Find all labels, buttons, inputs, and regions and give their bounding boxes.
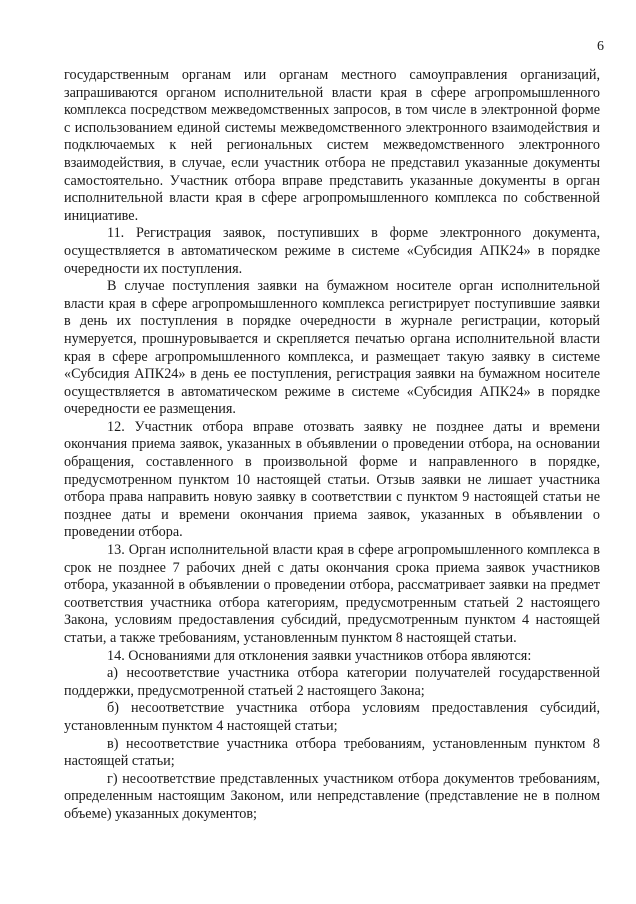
paragraph-paper-registration: В случае поступления заявки на бумажном носителе орган исполнительной власти края в сфере агропромышленного комплекса регистрирует поступившие заявки в день их поступления в порядке очередности в журнале регистрации, который нумеруется, прошнуровывается и скрепляется печатью органа исполнительной власти края в сфере агропромышленного комплекса, и размещает такую заявку в системе «Субсидия АПК24» в день ее поступления, регистрация заявки на бумажном носителе осуществляется в автоматическом режиме в системе «Субсидия АПК24» в порядке очередности ее размещения. (64, 278, 600, 418)
paragraph-item-12: 12. Участник отбора вправе отозвать заявку не позднее даты и времени окончания приема заявок, указанных в объявлении о проведении отбора, на основании обращения, составленного в произвольной форме и направленного в порядке, предусмотренном пунктом 10 настоящей статьи. Отзыв заявки не лишает участника отбора права направить новую заявку в соответствии с пунктом 9 настоящей статьи не позднее даты и времени окончания приема заявок, указанных в объявлении о проведении отбора. (64, 418, 600, 541)
paragraph-subitem-g: г) несоответствие представленных участником отбора документов требованиям, определенным настоящим Законом, или непредставление (представление не в полном объеме) указанных документов; (64, 770, 600, 822)
page-number: 6 (597, 39, 604, 54)
paragraph-item-11: 11. Регистрация заявок, поступивших в форме электронного документа, осуществляется в автоматическом режиме в системе «Субсидия АПК24» в порядке очередности их поступления. (64, 225, 600, 277)
document-body (64, 67, 600, 824)
paragraph-subitem-v: в) несоответствие участника отбора требованиям, установленным пунктом 8 настоящей статьи; (64, 735, 600, 770)
paragraph-subitem-b: б) несоответствие участника отбора условиям предоставления субсидий, установленным пунктом 4 настоящей статьи; (64, 700, 600, 734)
paragraph-item-14: 14. Основаниями для отклонения заявки участников отбора являются: (107, 647, 532, 664)
paragraph-continuation: государственным органам или органам местного самоуправления организаций, запрашиваются органом исполнительной власти края в сфере агропромышленного комплекса посредством межведомственных запросов, в том числе в электронной форме с использованием единой системы межведомственного электронного взаимодействия и подключаемых к ней региональных систем межведомственного электронного взаимодействия, в случае, если участник отбора не представил указанные документы самостоятельно. Участник отбора вправе представить указанные документы в орган исполнительной власти края в сфере агропромышленного комплекса по собственной инициативе. (64, 67, 600, 224)
paragraph-item-13: 13. Орган исполнительной власти края в сфере агропромышленного комплекса в срок не позднее 7 рабочих дней с даты окончания срока приема заявок участников отбора, указанной в объявлении о проведении отбора, рассматривает заявки на предмет соответствия участника отбора категориям, предусмотренным статьей 2 настоящего Закона, условиям предоставления субсидий, предусмотренным пунктом 4 настоящей статьи, а также требованиям, установленным пунктом 8 настоящей статьи. (64, 542, 600, 646)
paragraph-subitem-a: а) несоответствие участника отбора категории получателей государственной поддержки, предусмотренной статьей 2 настоящего Закона; (64, 665, 600, 699)
